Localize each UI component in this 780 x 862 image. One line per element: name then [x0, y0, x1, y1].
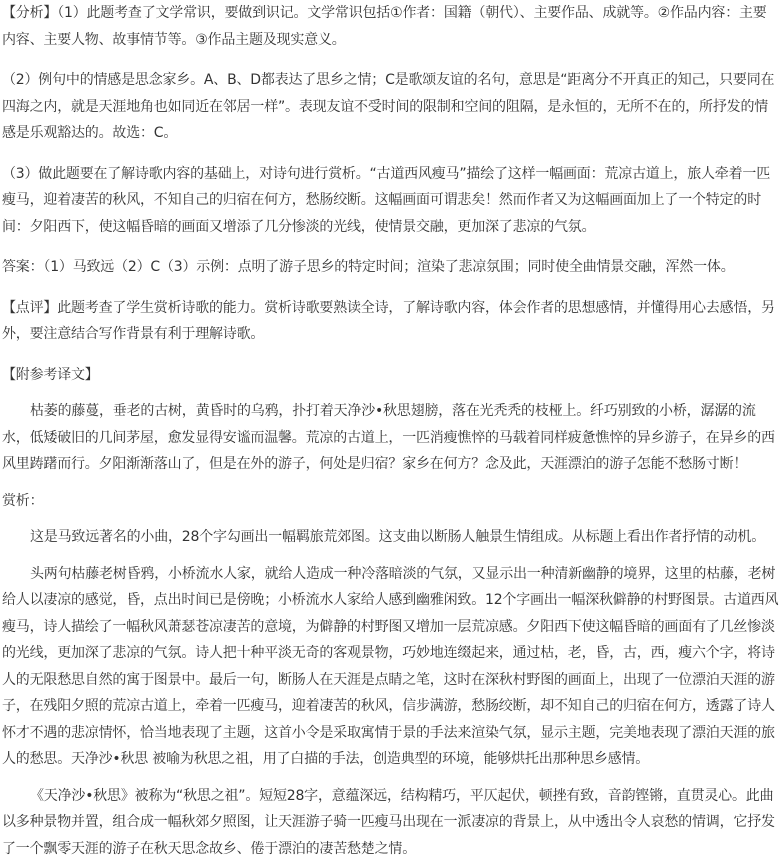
appreciation-paragraph-2: 头两句枯藤老树昏鸦，小桥流水人家，就给人造成一种冷落暗淡的气氛，又显示出一种清新幽静的境界，这里的枯藤，老树给人以凄凉的感觉，昏，点出时间已是傍晚；小桥流水人家给人感到幽雅闲致。12个字画出一幅深秋僻静的村野图景。古道西风瘦马，诗人描绘了一幅秋风萧瑟苍凉凄苦的意境，为僻静的村野图又增加一层荒凉感。夕阳西下使这幅昏暗的画面有了几丝惨淡的光线，更加深了悲凉的气氛。诗人把十种平淡无奇的客观景物，巧妙地连缀起来，通过枯，老，昏，古，西，瘦六个字，将诗人的无限愁思自然的寓于图景中。最后一句，断肠人在天涯是点睛之笔，这时在深秋村野图的画面上，出现了一位漂泊天涯的游子，在残阳夕照的荒凉古道上，牵着一匹瘦马，迎着凄苦的秋风，信步满游，愁肠绞断，却不知自己的归宿在何方，透露了诗人怀才不遇的悲凉情怀，恰当地表现了主题，这首小令是采取寓情于景的手法来渲染气氛，显示主题，完美地表现了漂泊天涯的旅人的愁思。天净沙•秋思 被喻为秋思之祖，用了白描的手法，创造典型的环境，能够烘托出那种思乡感情。 [2, 561, 780, 773]
analysis-paragraph-1: 【分析】（1）此题考查了文学常识，要做到识记。文学常识包括①作者：国籍（朝代）、主要作品、成就等。②作品内容：主要内容、主要人物、故事情节等。③作品主题及现实意义。 [2, 0, 780, 53]
spacer [2, 147, 780, 161]
translation-heading: 【附参考译文】 [2, 362, 780, 389]
spacer [2, 773, 780, 783]
comment-paragraph: 【点评】此题考查了学生赏析诗歌的能力。赏析诗歌要熟读全诗，了解诗歌内容，体会作者的思想感情，并懂得用心去感悟，另外，要注意结合写作背景有利于理解诗歌。 [2, 295, 780, 348]
analysis-paragraph-2: （2）例句中的情感是思念家乡。A、B、D都表达了思乡之情；C是歌颂友谊的名句，意思是“距离分不开真正的知己，只要同在四海之内，就是天涯地角也如同近在邻居一样”。表现友谊不受时间的限制和空间的阻隔，是永恒的，无所不在的，所抒发的情感是乐观豁达的。故选：C。 [2, 67, 780, 147]
appreciation-heading: 赏析： [2, 488, 780, 515]
spacer [2, 53, 780, 67]
spacer [2, 478, 780, 488]
translation-text: 枯萎的藤蔓，垂老的古树，黄昏时的乌鸦，扑打着天净沙•秋思翅膀，落在光秃秃的枝桠上。纤巧别致的小桥，潺潺的流水，低矮破旧的几间茅屋，愈发显得安谧而温馨。荒凉的古道上，一匹消瘦憔悴的马载着同样疲惫憔悴的异乡游子，在异乡的西风里踌躇而行。夕阳渐渐落山了，但是在外的游子，何处是归宿？家乡在何方？念及此，天涯漂泊的游子怎能不愁肠寸断！ [2, 398, 780, 478]
spacer [2, 551, 780, 561]
spacer [2, 281, 780, 295]
spacer [2, 388, 780, 398]
spacer [2, 348, 780, 362]
answer-line: 答案：（1）马致远（2）C（3）示例：点明了游子思乡的特定时间；渲染了悲凉氛围；同时使全曲情景交融，浑然一体。 [2, 254, 780, 281]
spacer [2, 240, 780, 254]
appreciation-paragraph-3: 《天净沙•秋思》被称为“秋思之祖”。短短28字，意蕴深远，结构精巧，平仄起伏，顿挫有致，音韵铿锵，直贯灵心。此曲以多种景物并置，组合成一幅秋郊夕照图，让天涯游子骑一匹瘦马出现在一派凄凉的背景上，从中透出令人哀愁的情调，它抒发了一个飘零天涯的游子在秋天思念故乡、倦于漂泊的凄苦愁楚之情。 [2, 783, 780, 862]
spacer [2, 514, 780, 524]
analysis-paragraph-3: （3）做此题要在了解诗歌内容的基础上，对诗句进行赏析。“古道西风瘦马”描绘了这样一幅画面：荒凉古道上，旅人牵着一匹瘦马，迎着凄苦的秋风，不知自己的归宿在何方，愁肠绞断。这幅画面可谓悲矣！然而作者又为这幅画面加上了一个特定的时间：夕阳西下，使这幅昏暗的画面又增添了几分惨淡的光线，使情景交融，更加深了悲凉的气氛。 [2, 161, 780, 241]
appreciation-paragraph-1: 这是马致远著名的小曲，28个字勾画出一幅羁旅荒郊图。这支曲以断肠人触景生情组成。从标题上看出作者抒情的动机。 [2, 524, 780, 551]
